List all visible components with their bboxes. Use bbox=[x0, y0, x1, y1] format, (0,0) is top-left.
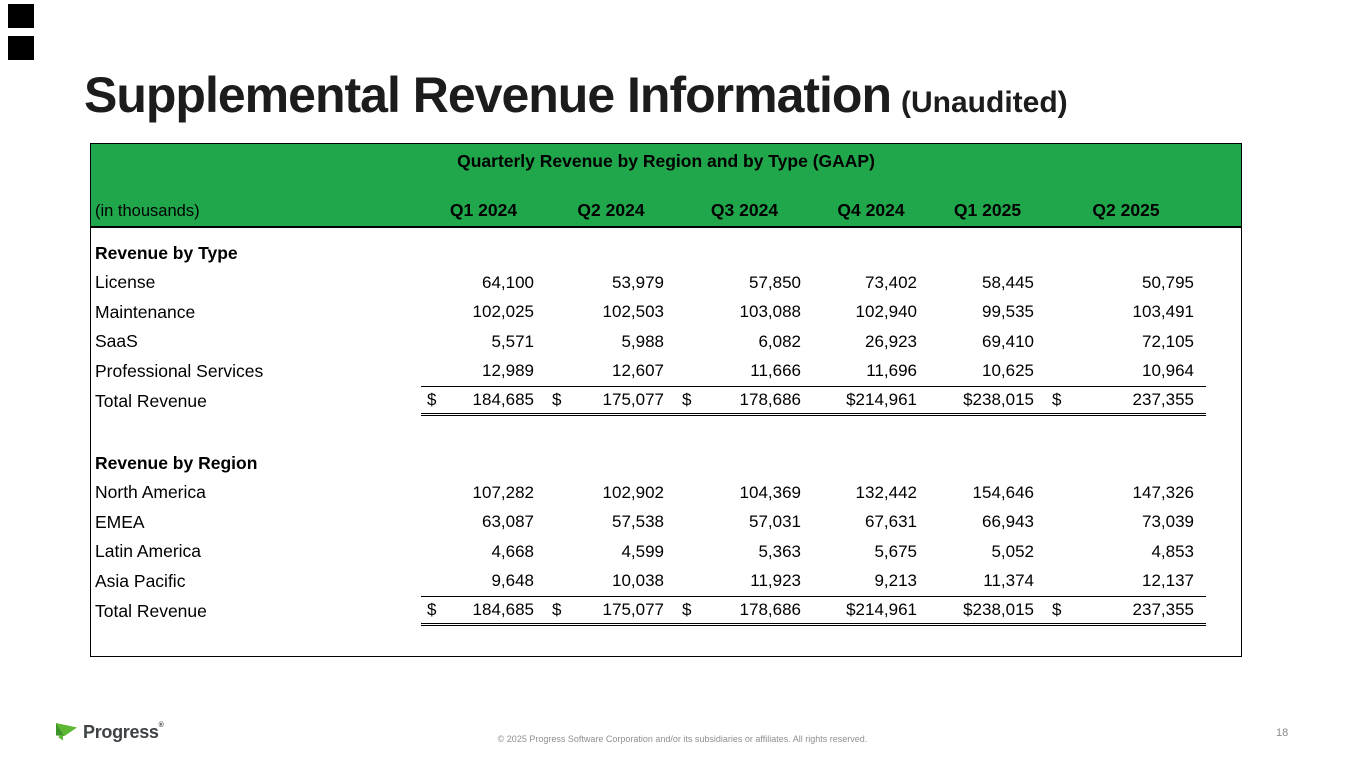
value-cell: 5,571 bbox=[491, 331, 534, 351]
table-title: Quarterly Revenue by Region and by Type (GAAP) bbox=[457, 151, 875, 171]
table-row bbox=[91, 298, 1241, 328]
section-heading: Revenue by Type bbox=[95, 242, 238, 263]
total-amount: 175,077 bbox=[602, 390, 664, 409]
total-cell bbox=[676, 600, 813, 620]
total-amount: 178,686 bbox=[739, 390, 801, 409]
progress-logo-text: Progress® bbox=[83, 722, 164, 742]
total-cell bbox=[813, 390, 929, 410]
value-cell: 10,964 bbox=[1142, 361, 1194, 381]
value-cell: 66,943 bbox=[982, 512, 1034, 532]
value-cell: 4,668 bbox=[491, 541, 534, 561]
total-amount: $238,015 bbox=[963, 390, 1034, 409]
total-amount: 184,685 bbox=[472, 390, 534, 409]
value-cell: 10,625 bbox=[982, 361, 1034, 381]
total-cell bbox=[1046, 390, 1206, 410]
value-cell: 147,326 bbox=[1132, 482, 1194, 502]
total-cell bbox=[421, 390, 546, 410]
value-cell: 6,082 bbox=[758, 331, 801, 351]
corner-mark-bottom bbox=[8, 36, 34, 60]
total-amount: 237,355 bbox=[1132, 390, 1194, 409]
footer-copyright: © 2025 Progress Software Corporation and/or its subsidiaries or affiliates. All rights reserved. bbox=[497, 734, 868, 744]
column-header: Q1 2025 bbox=[953, 200, 1022, 220]
value-cell: 12,137 bbox=[1142, 571, 1194, 591]
total-row bbox=[91, 386, 1241, 416]
page-title-suffix: (Unaudited) bbox=[901, 86, 1068, 119]
value-cell: 69,410 bbox=[982, 331, 1034, 351]
value-cell: 73,402 bbox=[865, 272, 917, 292]
total-values bbox=[421, 596, 1206, 626]
table-row bbox=[91, 537, 1241, 567]
total-amount: 237,355 bbox=[1132, 600, 1194, 619]
table-row bbox=[91, 268, 1241, 298]
dollar-sign: $ bbox=[1052, 390, 1062, 409]
total-cell bbox=[813, 600, 929, 620]
total-row bbox=[91, 596, 1241, 626]
revenue-table bbox=[90, 143, 1242, 657]
value-cell: 4,599 bbox=[621, 541, 664, 561]
value-cell: 11,923 bbox=[750, 571, 801, 591]
total-values bbox=[421, 386, 1206, 416]
table-row bbox=[91, 567, 1241, 597]
dollar-sign: $ bbox=[552, 390, 562, 409]
value-cell: 99,535 bbox=[982, 302, 1034, 322]
value-cell: 11,696 bbox=[866, 361, 917, 381]
column-header: Q3 2024 bbox=[710, 200, 779, 220]
row-label: Professional Services bbox=[95, 360, 264, 381]
value-cell: 72,105 bbox=[1142, 331, 1194, 351]
value-cell: 107,282 bbox=[472, 482, 534, 502]
dollar-sign: $ bbox=[552, 600, 562, 619]
value-cell: 58,445 bbox=[982, 272, 1034, 292]
value-cell: 57,031 bbox=[749, 512, 801, 532]
value-cell: 102,025 bbox=[472, 302, 534, 322]
section-heading-row bbox=[91, 238, 1241, 268]
value-cell: 73,039 bbox=[1142, 512, 1194, 532]
total-amount: 178,686 bbox=[739, 600, 801, 619]
unit-label: (in thousands) bbox=[95, 202, 200, 220]
dollar-sign: $ bbox=[682, 600, 692, 619]
value-cell: 53,979 bbox=[612, 272, 664, 292]
row-label: Total Revenue bbox=[95, 600, 207, 621]
value-cell: 12,607 bbox=[612, 361, 664, 381]
column-header: Q4 2024 bbox=[837, 200, 905, 220]
page-title bbox=[84, 66, 1068, 124]
value-cell: 103,491 bbox=[1132, 302, 1194, 322]
value-cell: 10,038 bbox=[612, 571, 664, 591]
trademark-mark: ® bbox=[158, 722, 164, 729]
total-cell bbox=[676, 390, 813, 410]
value-cell: 102,902 bbox=[602, 482, 664, 502]
value-cell: 11,374 bbox=[983, 571, 1034, 591]
value-cell: 104,369 bbox=[739, 482, 801, 502]
total-amount: 184,685 bbox=[472, 600, 534, 619]
total-cell bbox=[546, 600, 676, 620]
value-cell: 63,087 bbox=[482, 512, 534, 532]
total-cell bbox=[1046, 600, 1206, 620]
row-label: North America bbox=[95, 482, 206, 503]
value-cell: 154,646 bbox=[972, 482, 1034, 502]
dollar-sign: $ bbox=[682, 390, 692, 409]
page-number: 18 bbox=[1276, 727, 1289, 739]
value-cell: 5,052 bbox=[991, 541, 1034, 561]
dollar-sign: $ bbox=[427, 390, 437, 409]
value-cell: 64,100 bbox=[482, 272, 534, 292]
value-cell: 9,648 bbox=[491, 571, 534, 591]
corner-mark-top bbox=[8, 4, 34, 28]
total-amount: $214,961 bbox=[846, 390, 917, 409]
column-header-row bbox=[91, 200, 1241, 226]
table-header-band bbox=[91, 144, 1241, 228]
value-cell: 50,795 bbox=[1142, 272, 1194, 292]
table-row bbox=[91, 478, 1241, 508]
page-title-main: Supplemental Revenue Information bbox=[84, 67, 892, 123]
value-cell: 102,940 bbox=[855, 302, 917, 322]
table-row bbox=[91, 327, 1241, 357]
value-cell: 103,088 bbox=[739, 302, 801, 322]
section-gap bbox=[91, 416, 1241, 448]
value-cell: 5,988 bbox=[621, 331, 664, 351]
value-cell: 5,675 bbox=[874, 541, 917, 561]
dollar-sign: $ bbox=[1052, 600, 1062, 619]
total-amount: $238,015 bbox=[963, 600, 1034, 619]
table-body bbox=[91, 228, 1241, 626]
section-heading-row bbox=[91, 448, 1241, 478]
column-header: Q1 2024 bbox=[449, 200, 518, 220]
row-label: Total Revenue bbox=[95, 390, 207, 411]
value-cell: 132,442 bbox=[855, 482, 917, 502]
dollar-sign: $ bbox=[427, 600, 437, 619]
total-amount: $214,961 bbox=[846, 600, 917, 619]
total-cell bbox=[546, 390, 676, 410]
value-cell: 4,853 bbox=[1151, 541, 1194, 561]
value-cell: 102,503 bbox=[602, 302, 664, 322]
value-cell: 67,631 bbox=[865, 512, 917, 532]
column-header: Q2 2025 bbox=[1092, 200, 1160, 220]
value-cell: 57,850 bbox=[749, 272, 801, 292]
total-cell bbox=[421, 600, 546, 620]
value-cell: 12,989 bbox=[482, 361, 534, 381]
section-heading: Revenue by Region bbox=[95, 452, 258, 473]
value-cell: 11,666 bbox=[750, 361, 801, 381]
total-cell bbox=[929, 390, 1046, 410]
value-cell: 5,363 bbox=[758, 541, 801, 561]
value-cell: 9,213 bbox=[874, 571, 917, 591]
total-amount: 175,077 bbox=[602, 600, 664, 619]
row-label: Latin America bbox=[95, 541, 202, 562]
row-label: EMEA bbox=[95, 511, 145, 532]
column-header: Q2 2024 bbox=[577, 200, 645, 220]
table-row bbox=[91, 357, 1241, 387]
row-label: License bbox=[95, 272, 156, 293]
row-label: Asia Pacific bbox=[95, 570, 186, 591]
row-label: Maintenance bbox=[95, 301, 196, 322]
value-cell: 57,538 bbox=[612, 512, 664, 532]
value-cell: 26,923 bbox=[865, 331, 917, 351]
total-cell bbox=[929, 600, 1046, 620]
row-label: SaaS bbox=[95, 331, 138, 352]
table-row bbox=[91, 508, 1241, 538]
